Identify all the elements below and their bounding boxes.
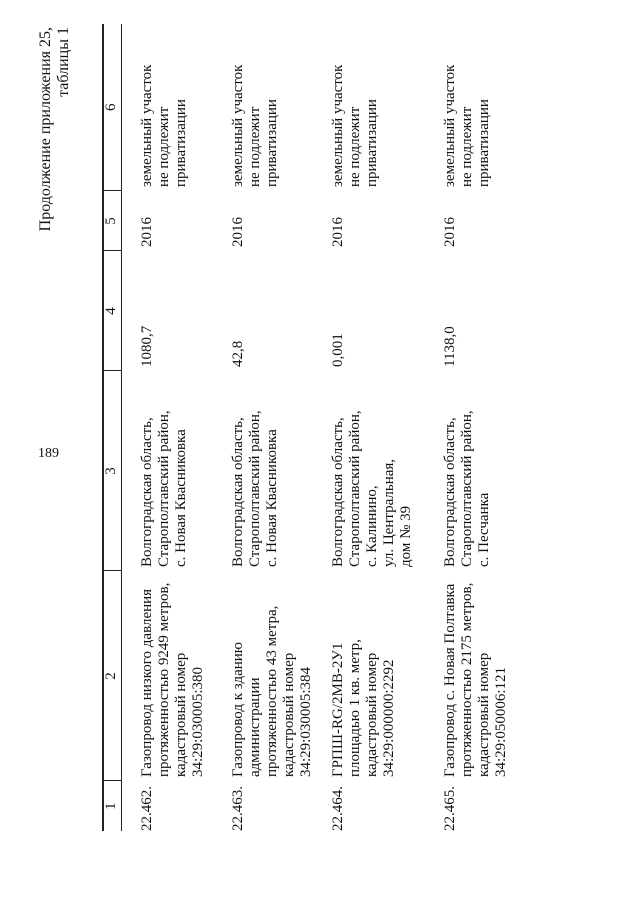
table-row — [315, 24, 427, 831]
row-number: 22.463. — [230, 786, 246, 831]
heading-line-1: Продолжение приложения 25, — [37, 27, 54, 232]
column-header-5: 5 — [103, 191, 122, 251]
column-header-4: 4 — [103, 251, 122, 371]
column-header-1: 1 — [103, 781, 122, 831]
table-continuation-heading — [37, 27, 73, 231]
row-number: 22.462. — [139, 786, 155, 831]
object-value: 42,8 — [230, 340, 246, 367]
column-header-3: 3 — [103, 371, 122, 571]
object-value: 1080,7 — [139, 325, 155, 367]
page-number: 189 — [38, 446, 59, 461]
object-address: Волгоградская область, Старополтавский район, с. Новая Квасниковка — [139, 410, 189, 567]
object-name: Газопровод низкого давления протяженностью 9249 метров, кадастровый номер 34:29:030005:380 — [139, 582, 206, 777]
object-name: Газопровод с. Новая Полтавка протяженностью 2175 метров, кадастровый номер 34:29:050006:121 — [442, 582, 509, 777]
heading-line-2: таблицы 1 — [55, 27, 72, 97]
object-year: 2016 — [442, 217, 458, 247]
object-value: 0,001 — [330, 333, 346, 367]
object-address: Волгоградская область, Старополтавский район, с. Калинино, ул. Центральная, дом № 39 — [330, 410, 414, 567]
object-address: Волгоградская область, Старополтавский район, с. Песчанка — [442, 410, 492, 567]
object-note: земельный участок не подлежит приватизации — [330, 64, 380, 187]
object-note: земельный участок не подлежит приватизации — [230, 64, 280, 187]
column-header-2: 2 — [103, 571, 122, 781]
table-row — [427, 24, 522, 831]
column-number-row — [103, 24, 122, 831]
object-address: Волгоградская область, Старополтавский район, с. Новая Квасниковка — [230, 410, 280, 567]
row-number: 22.465. — [442, 786, 458, 831]
object-note: земельный участок не подлежит приватизации — [442, 64, 492, 187]
object-name: ГРПШ-RG/2MB-2У1 площадью 1 кв. метр, кадастровый номер 34:29:000000:2292 — [330, 639, 397, 777]
table-row — [215, 24, 315, 831]
object-year: 2016 — [330, 217, 346, 247]
property-table — [102, 24, 522, 831]
row-number: 22.464. — [330, 786, 346, 831]
object-year: 2016 — [230, 217, 246, 247]
object-note: земельный участок не подлежит приватизации — [139, 64, 189, 187]
column-header-6: 6 — [103, 24, 122, 191]
object-year: 2016 — [139, 217, 155, 247]
object-value: 1138,0 — [442, 326, 458, 367]
table-row — [122, 24, 216, 831]
object-name: Газопровод к зданию администрации протяженностью 43 метра, кадастровый номер 34:29:030005:384 — [230, 605, 314, 777]
